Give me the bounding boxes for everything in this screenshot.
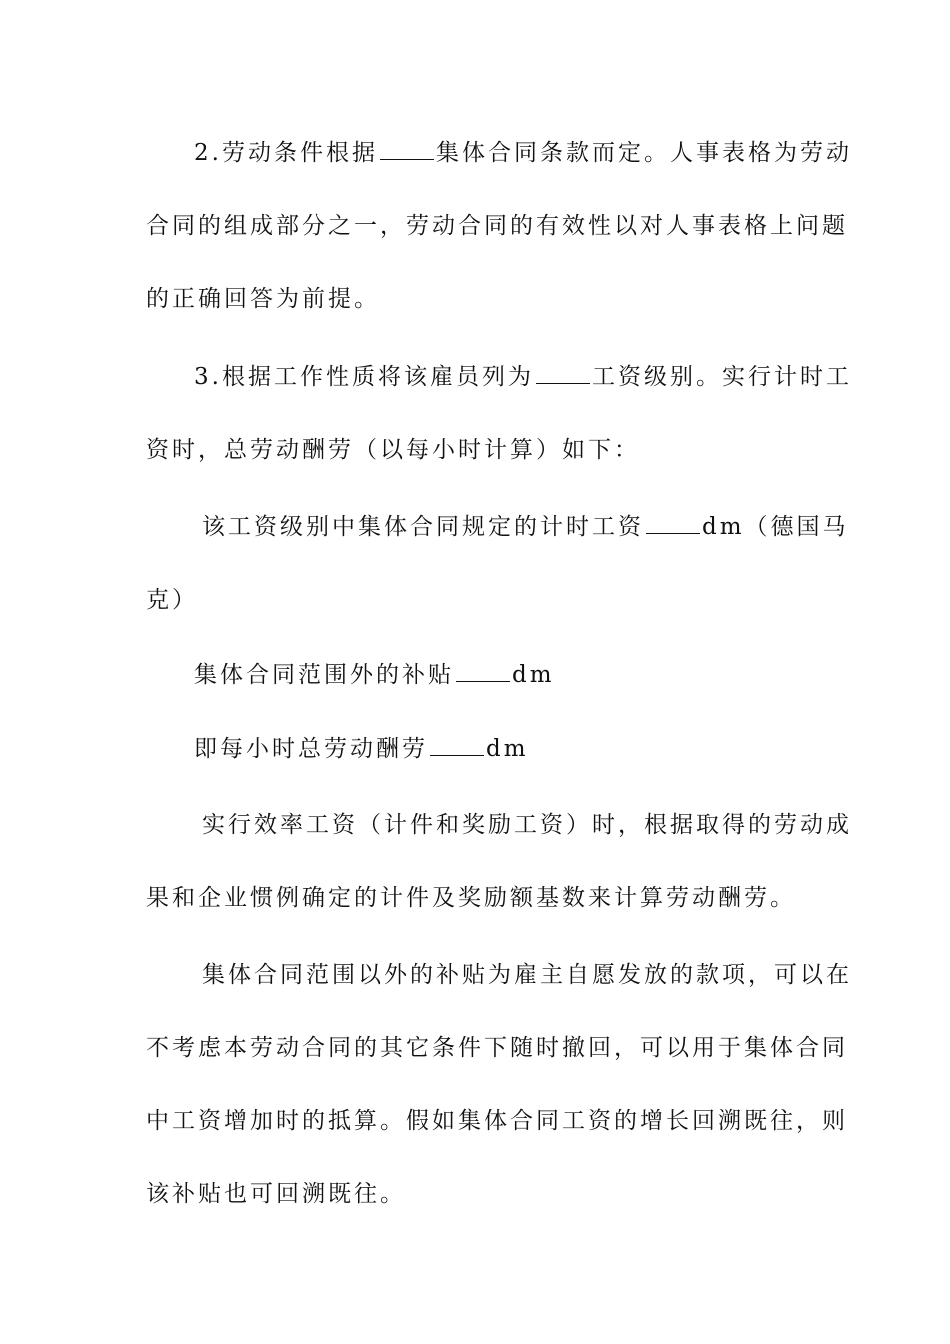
efficiency-wage-line-1: 实行效率工资（计件和奖励工资）时，根据取得的劳动成: [202, 812, 852, 838]
text-segment: dm: [486, 736, 529, 762]
fill-in-blank: [430, 737, 484, 756]
total-pay-line: [194, 734, 529, 764]
text-segment: 工资级别。实行计时工: [591, 364, 852, 390]
text-segment: dm（德国马: [702, 514, 849, 540]
fill-in-blank: [456, 663, 510, 682]
efficiency-wage-line-2: 果和企业惯例确定的计件及奖励额基数来计算劳动酬劳。: [146, 885, 796, 911]
paragraph-2-line-2: 合同的组成部分之一，劳动合同的有效性以对人事表格上问题: [146, 213, 848, 239]
fill-in-blank: [646, 515, 700, 534]
allowance-paragraph-line-3: 中工资增加时的抵算。假如集体合同工资的增长回溯既往，则: [146, 1108, 848, 1134]
allowance-paragraph-line-2: 不考虑本劳动合同的其它条件下随时撤回，可以用于集体合同: [146, 1035, 848, 1061]
hourly-wage-line: [202, 512, 849, 542]
paragraph-2-line-1: [194, 138, 852, 168]
paragraph-3-line-2: 资时，总劳动酬劳（以每小时计算）如下：: [146, 437, 640, 463]
allowance-line: [194, 660, 555, 690]
text-segment: 3.根据工作性质将该雇员列为: [194, 364, 534, 390]
fill-in-blank: [536, 365, 590, 384]
text-segment: 该工资级别中集体合同规定的计时工资: [202, 514, 644, 540]
paragraph-2-line-3: 的正确回答为前提。: [146, 286, 380, 312]
text-segment: 集体合同范围外的补贴: [194, 662, 454, 688]
text-segment: 集体合同条款而定。人事表格为劳动: [435, 140, 852, 166]
hourly-wage-line-cont: 克）: [146, 587, 198, 613]
allowance-paragraph-line-1: 集体合同范围以外的补贴为雇主自愿发放的款项，可以在: [202, 962, 852, 988]
text-segment: dm: [512, 662, 555, 688]
text-segment: 即每小时总劳动酬劳: [194, 736, 428, 762]
allowance-paragraph-line-4: 该补贴也可回溯既往。: [146, 1181, 406, 1207]
paragraph-3-line-1: [194, 362, 852, 392]
text-segment: 2.劳动条件根据: [194, 140, 378, 166]
fill-in-blank: [380, 141, 434, 160]
